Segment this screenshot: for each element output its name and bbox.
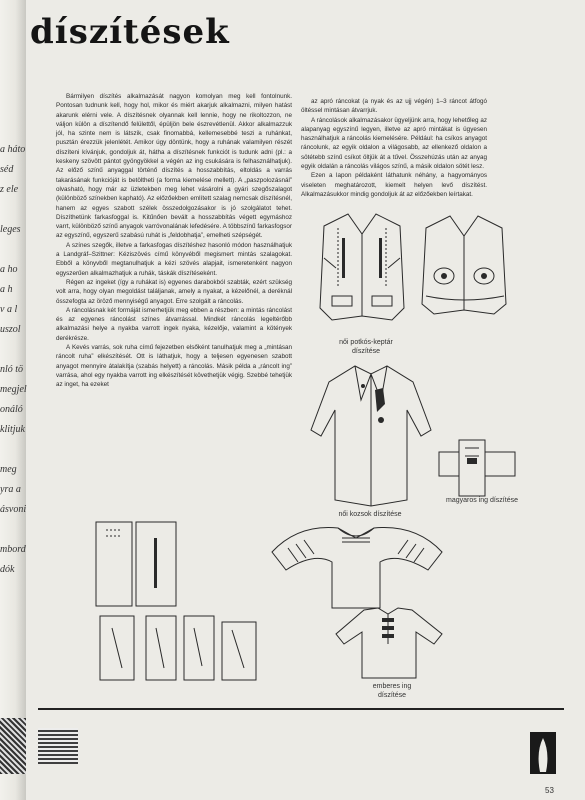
right-column-paragraph: az apró ráncokat (a nyak és az ujj végén) 1–3 ráncot átfogó öltéssel mintásan átvarrjuk.: [301, 98, 487, 115]
gutter-fragment: v a l: [0, 304, 18, 315]
left-text-column: [56, 92, 292, 500]
gutter-fragment: klitjuk: [0, 424, 25, 435]
gutter-fragment: mbord: [0, 544, 26, 555]
gutter-fragment: a háto: [0, 144, 26, 155]
gutter-fragment: [0, 520, 26, 540]
gutter-fragment: yra a: [0, 484, 21, 495]
gutter-fragment: z ele: [0, 184, 19, 195]
vest-caption: [316, 338, 416, 356]
gutter-fragment: [0, 340, 26, 360]
gutter-fragment: megjel: [0, 384, 27, 395]
pattern-pieces-illustration: [92, 518, 268, 686]
gutter-fragment: nló tö: [0, 364, 24, 375]
shirt-pattern-caption-line-1: magyaros ing díszítése: [446, 497, 518, 504]
footer-decoration-left: [38, 728, 78, 764]
shirt-pattern-illustration: [437, 438, 517, 500]
gutter-fragment: séd: [0, 164, 14, 175]
left-column-paragraph: A Kevés varrás, sok ruha című fejezetben elsőként tanulhatjuk meg a „mintásan ráncolt ruha” elkészítését. Ott is láthatjuk, hogy a teljesen egyenesen szabott anyagot mennyire átalakítja (szabás helyett) a ráncolás. Másik példa a „ráncolt ing” varrása, ahol egy nyakba varrott ing elkészítését követhetjük végig. Szebbé tehetjük az inget, ha ezeket: [56, 344, 292, 389]
gutter-fragment: uszol: [0, 324, 21, 335]
gutter-fragment: a h: [0, 284, 13, 295]
man-shirt-caption-line-1: emberes ing: [372, 683, 412, 690]
gutter-fragment: leges: [0, 224, 21, 235]
right-text-column: [301, 97, 487, 198]
gutter-fragment: a ho: [0, 264, 18, 275]
vest-illustration: [306, 208, 520, 336]
man-shirt-caption: [352, 682, 432, 700]
gutter-fragment: meg: [0, 464, 17, 475]
gutter-fragment: [0, 440, 26, 460]
gutter-fragment: ásvoni: [0, 504, 27, 515]
vest-caption-line-2: díszítése: [351, 348, 380, 355]
shirt-sleeves-illustration: [268, 522, 446, 610]
gutter-fragment: [0, 200, 26, 220]
gutter-fragment: [0, 240, 26, 260]
previous-page-gutter: [0, 0, 26, 800]
gutter-fragment: onáló: [0, 404, 23, 415]
left-column-paragraph: Bármilyen díszítés alkalmazását nagyon komolyan meg kell fontolnunk. Pontosan tudnunk kell, hogy hol, mikor és miért akarjuk alkalmazni, milyen hatást akarunk elérni vele. A díszítésnek olyannak kell lennie, hogy ne rikoltozzon, ne váljon külön a díszítendő felülettől, épüljön bele észrevétlenül. Akkor alkalmazzuk jól, ha szinte nem is látszik, csak finomabbá, kellemesebbé teszi a ruhánkat, pusztán érezzük jelenlétét. Amikor úgy döntünk, hogy a ruhának valamilyen részét díszíteni kívánjuk, gondoljuk át, hátha a díszítésnek funkciót is tudunk adni (pl.: a keskeny szövött pántot gyöngyökkel a végén az ing csukására is felhasználhatjuk). Az előző színű anyaggal történő díszítés a hosszabbítás, eltoldás a varrás takarásának funkcióját is betöltheti (a forma kiemelése mellett). A „paszpolozásnál” olvasható, hogy már az üzletekben meg lehet vásárolni a gyári szegőszalagot (különböző színekben kapható). Az előzőekben említett szalag nemcsak díszítésnél, hanem az egyes szabott szélek összedolgozásakor is jó szolgálatot tehet. Díszíthetünk farkasfoggal is. Kitűnően bevált a hosszabbítás végett egymáshoz varrt, különböző színű anyagok varróvonalának lefedésére. A többszínű farkasfogsor az egyszínű, egyszerű szabású ruhát is „feldobhatja”, emelheti szépségét.: [56, 93, 292, 240]
left-column-paragraph: Régen az ingeket (így a ruhákat is) egyenes darabokból szabták, ezért szükség volt arra, hogy olyan megoldást találjanak, amely a nyakat, a kézelőnél, a deréknál összefogta az öröző mennyiségű anyagot. Erre szolgált a ráncolás.: [56, 278, 292, 305]
needle-icon: [530, 732, 556, 774]
shirt-pattern-caption: [432, 496, 532, 505]
coat-caption: [310, 510, 430, 519]
gutter-pattern: [0, 718, 26, 774]
page-title: díszítések: [30, 12, 230, 52]
coat-caption-line-1: női kozsok díszítése: [338, 511, 402, 518]
man-shirt-caption-line-2: díszítése: [377, 692, 406, 699]
page-number: 53: [545, 786, 554, 795]
right-column-paragraph: A ráncolások alkalmazásakor ügyeljünk arra, hogy lehetőleg az alapanyag egyszínű legyen, illetve az apró mintákat is ügyesen használhatjuk a ráncolás kiemelésére. Például: ha csíkos anyagot ráncolunk, az egyik oldalon a világosabb, az ellenkező oldalon a sötétebb színű csíkot öltjük át a tűvel. Összehúzás után az anyag egyik oldalán a ráncolás világos színű, a másik oldalon sötét lesz.: [301, 116, 487, 171]
coat-illustration: [303, 360, 438, 510]
man-shirt-illustration: [330, 604, 448, 682]
left-column-paragraph: A ráncolásnak két formáját ismerhetjük meg ebben a részben: a mintás ráncolást és az egyenes ráncolást színes átvarrással. Mindkét ráncolás legeltérőbb alkalmazási helye a nyakba varrott ingek nyaka, kézelője, valamint a kötények derékrésze.: [56, 306, 292, 342]
right-column-paragraph: Ezen a lapon példaként láthatunk néhány, a hagyományos viseleten meghatározott, kiemelt helyen levő díszítést. Alkalmazásukkor mindig gondoljuk át az előzőekben leírtakat.: [301, 172, 487, 198]
vest-caption-line-1: női potkós-keptár: [339, 339, 393, 346]
gutter-text-fragments: [0, 140, 26, 580]
left-column-paragraph: A színes szegők, illetve a farkasfogas díszítéshez hasonló módon használhatjuk a Landgráf–Szittner: Kéziszövés című könyvéből megismert mintás szalagokat. Ebből a könyvből megtanulhatjuk a kézi szövés alapjait, ismeretenként nagyon egyszerűen alkalmazhatjuk a ruhák, táskák díszítéseként.: [56, 241, 292, 277]
footer-rule: [38, 708, 564, 710]
gutter-fragment: dók: [0, 564, 15, 575]
